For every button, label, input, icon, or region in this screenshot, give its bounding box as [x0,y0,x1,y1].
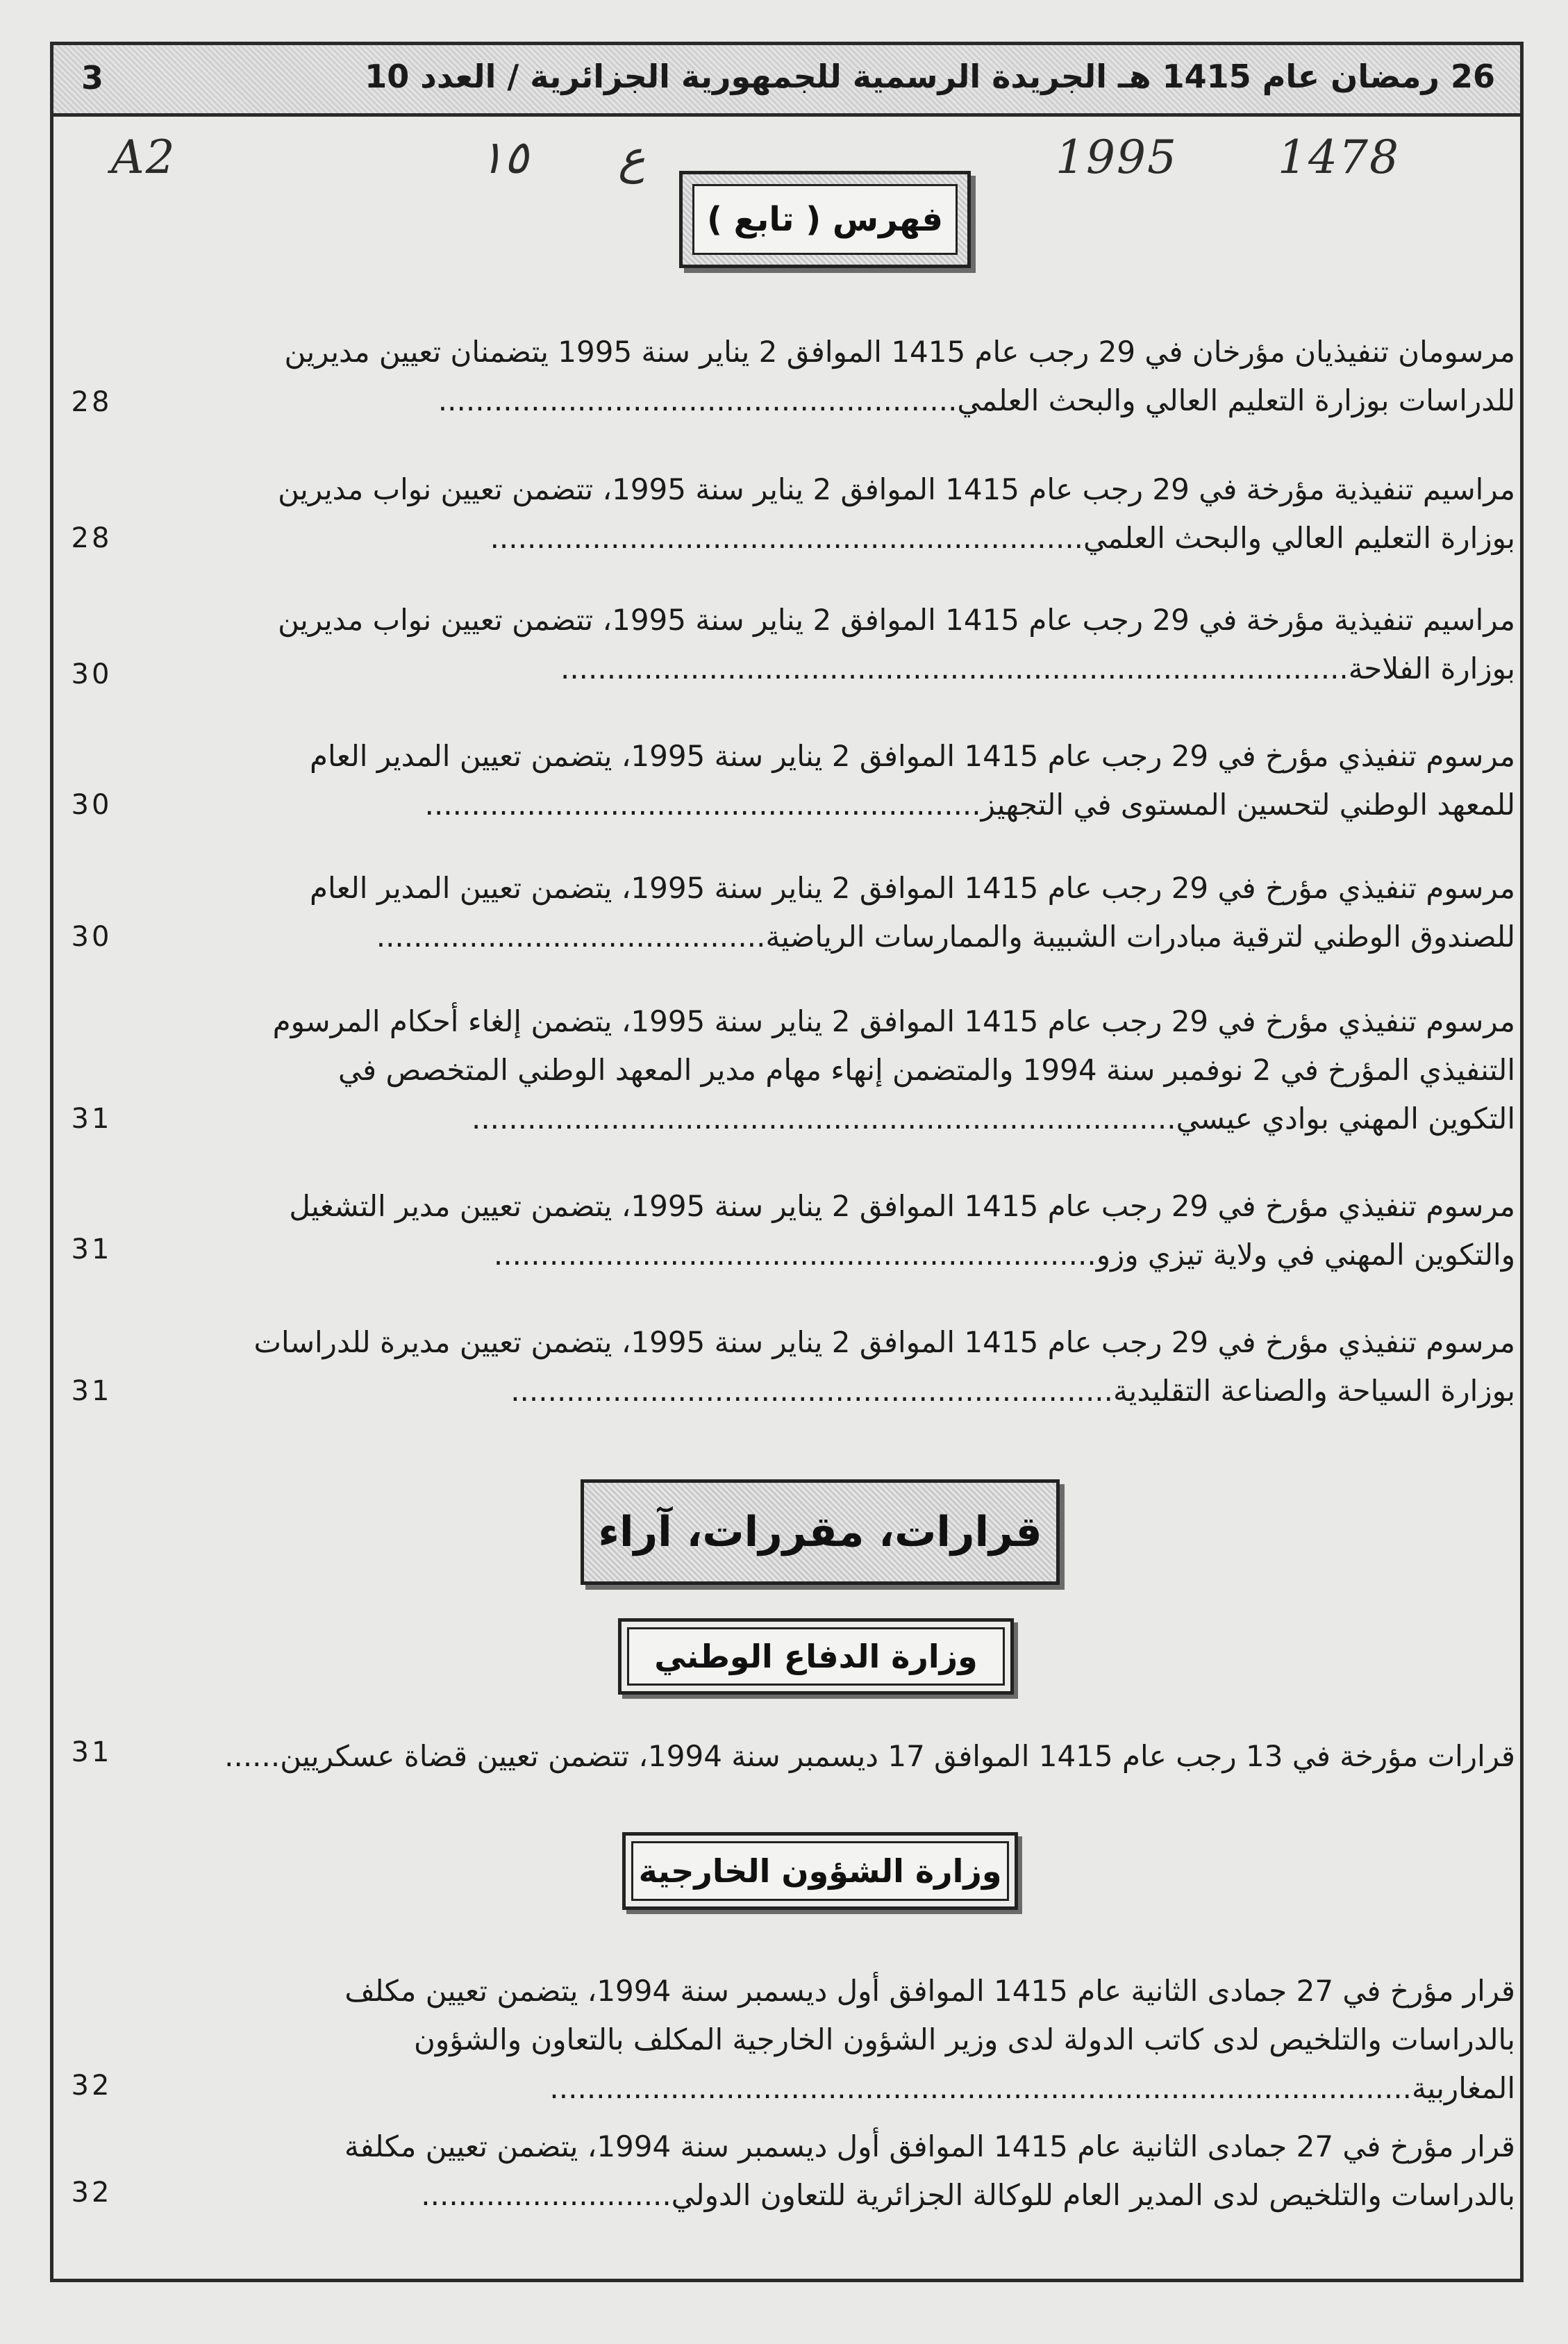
handwritten-note-letter: ع [618,131,646,184]
page-reference: 31 [71,1375,112,1407]
handwritten-note-number: ١٥ [479,131,528,184]
list-item: مراسيم تنفيذية مؤرخة في 29 رجب عام 1415 الموافق 2 يناير سنة 1995، تتضمن تعيين نواب مديرين بوزارة الفلاحة..................................................................................... [278,603,1515,685]
page-reference: 28 [71,386,112,418]
handwritten-note-a2: A2 [111,131,176,184]
list-item: مرسوم تنفيذي مؤرخ في 29 رجب عام 1415 الموافق 2 يناير سنة 1995، يتضمن تعيين مدير التشغيل والتكوين المهني في ولاية تيزي وزو................................................................. [289,1189,1515,1272]
gazette-header-line: 26 رمضان عام 1415 هـ الجريدة الرسمية للجمهورية الجزائرية / العدد 10 [365,58,1495,95]
page-reference: 28 [71,522,112,554]
list-item: قرار مؤرخ في 27 جمادى الثانية عام 1415 الموافق أول ديسمبر سنة 1994، يتضمن تعيين مكلف بالدراسات والتلخيص لدى كاتب الدولة لدى وزير الشؤون الخارجية المكلف بالتعاون والشؤون المغاربية............................................................................................. [344,1974,1515,2105]
list-item: قرارات مؤرخة في 13 رجب عام 1415 الموافق 17 ديسمبر سنة 1994، تتضمن تعيين قضاة عسكريين...... [224,1739,1515,1773]
page-reference: 30 [71,921,112,953]
page-reference: 32 [71,2070,112,2102]
decisions-title-box [581,1479,1060,1585]
page-reference: 32 [71,2177,112,2209]
page-reference: 30 [71,658,112,690]
page-number: 3 [81,59,104,97]
page-reference: 31 [71,1233,112,1265]
list-item: مرسوم تنفيذي مؤرخ في 29 رجب عام 1415 الموافق 2 يناير سنة 1995، يتضمن إلغاء أحكام المرسوم التنفيذي المؤرخ في 2 نوفمبر سنة 1994 والمتضمن إنهاء مهام مدير المعهد الوطني المتخصص في التكوين المهني بوادي عيسي............................................................................ [272,1004,1515,1136]
index-continued-title-box [679,171,971,268]
list-item: مرسوم تنفيذي مؤرخ في 29 رجب عام 1415 الموافق 2 يناير سنة 1995، يتضمن تعيين المدير العام للصندوق الوطني لترقية مبادرات الشبيبة والممارسات الرياضية.......................................... [309,871,1515,954]
decisions-title: قرارات، مقررات، آراء [598,1508,1042,1556]
page-reference: 31 [71,1103,112,1135]
ministry-foreign-title: وزارة الشؤون الخارجية [638,1852,1002,1890]
page-reference: 31 [71,1736,112,1768]
list-item: مرسوم تنفيذي مؤرخ في 29 رجب عام 1415 الموافق 2 يناير سنة 1995، يتضمن تعيين مديرة للدراسات بوزارة السياحة والصناعة التقليدية................................................................. [253,1325,1515,1408]
handwritten-note-serial: 1478 [1278,131,1400,184]
list-item: مرسومان تنفيذيان مؤرخان في 29 رجب عام 1415 الموافق 2 يناير سنة 1995 يتضمنان تعيين مديرين للدراسات بوزارة التعليم العالي والبحث العلمي........................................................ [284,335,1515,417]
ministry-foreign-title-box [622,1832,1018,1910]
list-item: مرسوم تنفيذي مؤرخ في 29 رجب عام 1415 الموافق 2 يناير سنة 1995، يتضمن تعيين المدير العام للمعهد الوطني لتحسين المستوى في التجهيز............................................................ [309,739,1515,822]
ministry-defense-title-box [618,1618,1014,1695]
list-item: مراسيم تنفيذية مؤرخة في 29 رجب عام 1415 الموافق 2 يناير سنة 1995، تتضمن تعيين نواب مديرين بوزارة التعليم العالي والبحث العلمي................................................................ [278,472,1515,555]
gazette-header [50,42,1524,117]
ministry-defense-title: وزارة الدفاع الوطني [654,1638,978,1675]
list-item: قرار مؤرخ في 27 جمادى الثانية عام 1415 الموافق أول ديسمبر سنة 1994، يتضمن تعيين مكلفة بالدراسات والتلخيص لدى المدير العام للوكالة الجزائرية للتعاون الدولي........................... [344,2129,1515,2212]
handwritten-note-year: 1995 [1056,131,1178,184]
index-continued-title: فهرس ( تابع ) [706,200,944,239]
page-reference: 30 [71,789,112,821]
